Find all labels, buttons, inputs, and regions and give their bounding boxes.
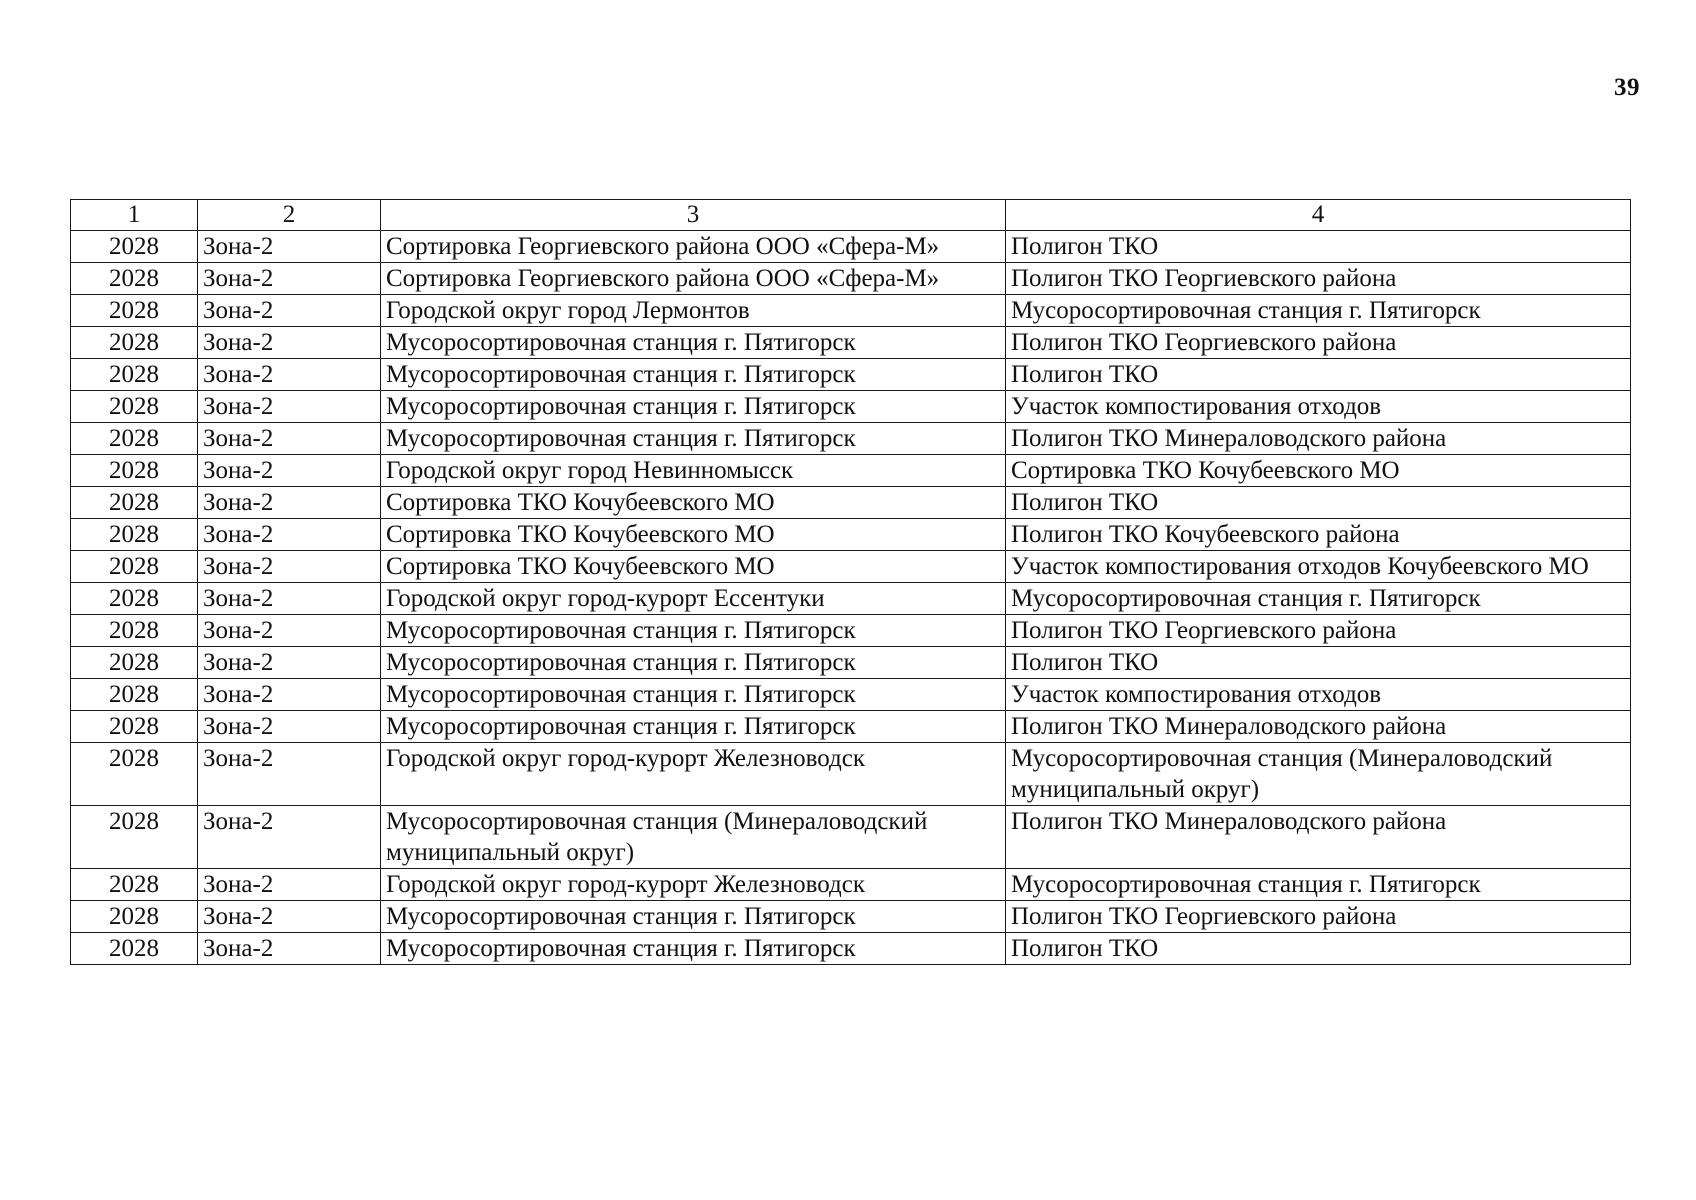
table-row — [71, 391, 1631, 423]
table-row — [71, 487, 1631, 519]
table-row — [71, 647, 1631, 679]
origin-cell: Мусоросортировочная станция г. Пятигорск — [381, 711, 1006, 743]
year-cell: 2028 — [71, 231, 198, 263]
origin-cell: Мусоросортировочная станция г. Пятигорск — [381, 327, 1006, 359]
zone-cell: Зона-2 — [198, 711, 381, 743]
zone-cell: Зона-2 — [198, 423, 381, 455]
destination-cell: Мусоросортировочная станция (Минераловодский муниципальный округ) — [1006, 743, 1631, 806]
zone-cell: Зона-2 — [198, 359, 381, 391]
year-cell: 2028 — [71, 391, 198, 423]
origin-cell: Сортировка ТКО Кочубеевского МО — [381, 519, 1006, 551]
origin-cell: Мусоросортировочная станция (Минераловодский муниципальный округ) — [381, 806, 1006, 869]
table-row — [71, 901, 1631, 933]
zone-cell: Зона-2 — [198, 455, 381, 487]
zone-cell: Зона-2 — [198, 327, 381, 359]
origin-cell: Мусоросортировочная станция г. Пятигорск — [381, 679, 1006, 711]
year-cell: 2028 — [71, 487, 198, 519]
table-row — [71, 327, 1631, 359]
table-row — [71, 519, 1631, 551]
origin-cell: Сортировка ТКО Кочубеевского МО — [381, 551, 1006, 583]
column-header-2: 2 — [198, 200, 381, 231]
destination-cell: Полигон ТКО Минераловодского района — [1006, 711, 1631, 743]
zone-cell: Зона-2 — [198, 806, 381, 869]
year-cell: 2028 — [71, 679, 198, 711]
zone-cell: Зона-2 — [198, 743, 381, 806]
year-cell: 2028 — [71, 806, 198, 869]
zone-cell: Зона-2 — [198, 487, 381, 519]
table-row — [71, 933, 1631, 965]
year-cell: 2028 — [71, 455, 198, 487]
destination-cell: Участок компостирования отходов Кочубеевского МО — [1006, 551, 1631, 583]
origin-cell: Городской округ город-курорт Ессентуки — [381, 583, 1006, 615]
origin-cell: Городской округ город-курорт Железноводск — [381, 743, 1006, 806]
destination-cell: Полигон ТКО — [1006, 359, 1631, 391]
column-header-4: 4 — [1006, 200, 1631, 231]
table-row — [71, 869, 1631, 901]
year-cell: 2028 — [71, 263, 198, 295]
destination-cell: Мусоросортировочная станция г. Пятигорск — [1006, 295, 1631, 327]
table-row — [71, 455, 1631, 487]
zone-cell: Зона-2 — [198, 933, 381, 965]
year-cell: 2028 — [71, 551, 198, 583]
destination-cell: Участок компостирования отходов — [1006, 679, 1631, 711]
year-cell: 2028 — [71, 869, 198, 901]
table-row — [71, 423, 1631, 455]
table-row — [71, 583, 1631, 615]
table-row — [71, 359, 1631, 391]
year-cell: 2028 — [71, 933, 198, 965]
destination-cell: Полигон ТКО Георгиевского района — [1006, 327, 1631, 359]
destination-cell: Полигон ТКО Кочубеевского района — [1006, 519, 1631, 551]
destination-cell: Сортировка ТКО Кочубеевского МО — [1006, 455, 1631, 487]
zone-cell: Зона-2 — [198, 295, 381, 327]
destination-cell: Полигон ТКО — [1006, 933, 1631, 965]
destination-cell: Участок компостирования отходов — [1006, 391, 1631, 423]
origin-cell: Сортировка ТКО Кочубеевского МО — [381, 487, 1006, 519]
origin-cell: Мусоросортировочная станция г. Пятигорск — [381, 423, 1006, 455]
origin-cell: Мусоросортировочная станция г. Пятигорск — [381, 359, 1006, 391]
zone-cell: Зона-2 — [198, 647, 381, 679]
zone-cell: Зона-2 — [198, 679, 381, 711]
table-row — [71, 551, 1631, 583]
column-number-row — [71, 200, 1631, 231]
column-header-1: 1 — [71, 200, 198, 231]
zone-cell: Зона-2 — [198, 231, 381, 263]
destination-cell: Полигон ТКО Георгиевского района — [1006, 901, 1631, 933]
origin-cell: Сортировка Георгиевского района ООО «Сфера-М» — [381, 263, 1006, 295]
table-row — [71, 711, 1631, 743]
origin-cell: Городской округ город Лермонтов — [381, 295, 1006, 327]
table-row — [71, 263, 1631, 295]
year-cell: 2028 — [71, 327, 198, 359]
year-cell: 2028 — [71, 647, 198, 679]
year-cell: 2028 — [71, 901, 198, 933]
destination-cell: Полигон ТКО Минераловодского района — [1006, 423, 1631, 455]
year-cell: 2028 — [71, 423, 198, 455]
destination-cell: Полигон ТКО — [1006, 487, 1631, 519]
zone-cell: Зона-2 — [198, 869, 381, 901]
year-cell: 2028 — [71, 295, 198, 327]
origin-cell: Городской округ город Невинномысск — [381, 455, 1006, 487]
zone-cell: Зона-2 — [198, 615, 381, 647]
year-cell: 2028 — [71, 711, 198, 743]
destination-cell: Полигон ТКО Минераловодского района — [1006, 806, 1631, 869]
origin-cell: Мусоросортировочная станция г. Пятигорск — [381, 933, 1006, 965]
destination-cell: Мусоросортировочная станция г. Пятигорск — [1006, 869, 1631, 901]
table-row — [71, 231, 1631, 263]
origin-cell: Сортировка Георгиевского района ООО «Сфера-М» — [381, 231, 1006, 263]
table-row — [71, 615, 1631, 647]
origin-cell: Мусоросортировочная станция г. Пятигорск — [381, 901, 1006, 933]
page-number: 39 — [1614, 74, 1640, 101]
destination-cell: Полигон ТКО Георгиевского района — [1006, 615, 1631, 647]
origin-cell: Мусоросортировочная станция г. Пятигорск — [381, 647, 1006, 679]
destination-cell: Полигон ТКО Георгиевского района — [1006, 263, 1631, 295]
zone-cell: Зона-2 — [198, 551, 381, 583]
table-row — [71, 743, 1631, 806]
year-cell: 2028 — [71, 743, 198, 806]
zone-cell: Зона-2 — [198, 901, 381, 933]
column-header-3: 3 — [381, 200, 1006, 231]
waste-route-table — [70, 199, 1631, 965]
year-cell: 2028 — [71, 359, 198, 391]
zone-cell: Зона-2 — [198, 583, 381, 615]
zone-cell: Зона-2 — [198, 519, 381, 551]
origin-cell: Городской округ город-курорт Железноводск — [381, 869, 1006, 901]
table-row — [71, 806, 1631, 869]
origin-cell: Мусоросортировочная станция г. Пятигорск — [381, 391, 1006, 423]
zone-cell: Зона-2 — [198, 263, 381, 295]
destination-cell: Мусоросортировочная станция г. Пятигорск — [1006, 583, 1631, 615]
year-cell: 2028 — [71, 583, 198, 615]
destination-cell: Полигон ТКО — [1006, 647, 1631, 679]
table-row — [71, 679, 1631, 711]
table-row — [71, 295, 1631, 327]
origin-cell: Мусоросортировочная станция г. Пятигорск — [381, 615, 1006, 647]
zone-cell: Зона-2 — [198, 391, 381, 423]
destination-cell: Полигон ТКО — [1006, 231, 1631, 263]
year-cell: 2028 — [71, 615, 198, 647]
table-body — [71, 200, 1631, 965]
year-cell: 2028 — [71, 519, 198, 551]
